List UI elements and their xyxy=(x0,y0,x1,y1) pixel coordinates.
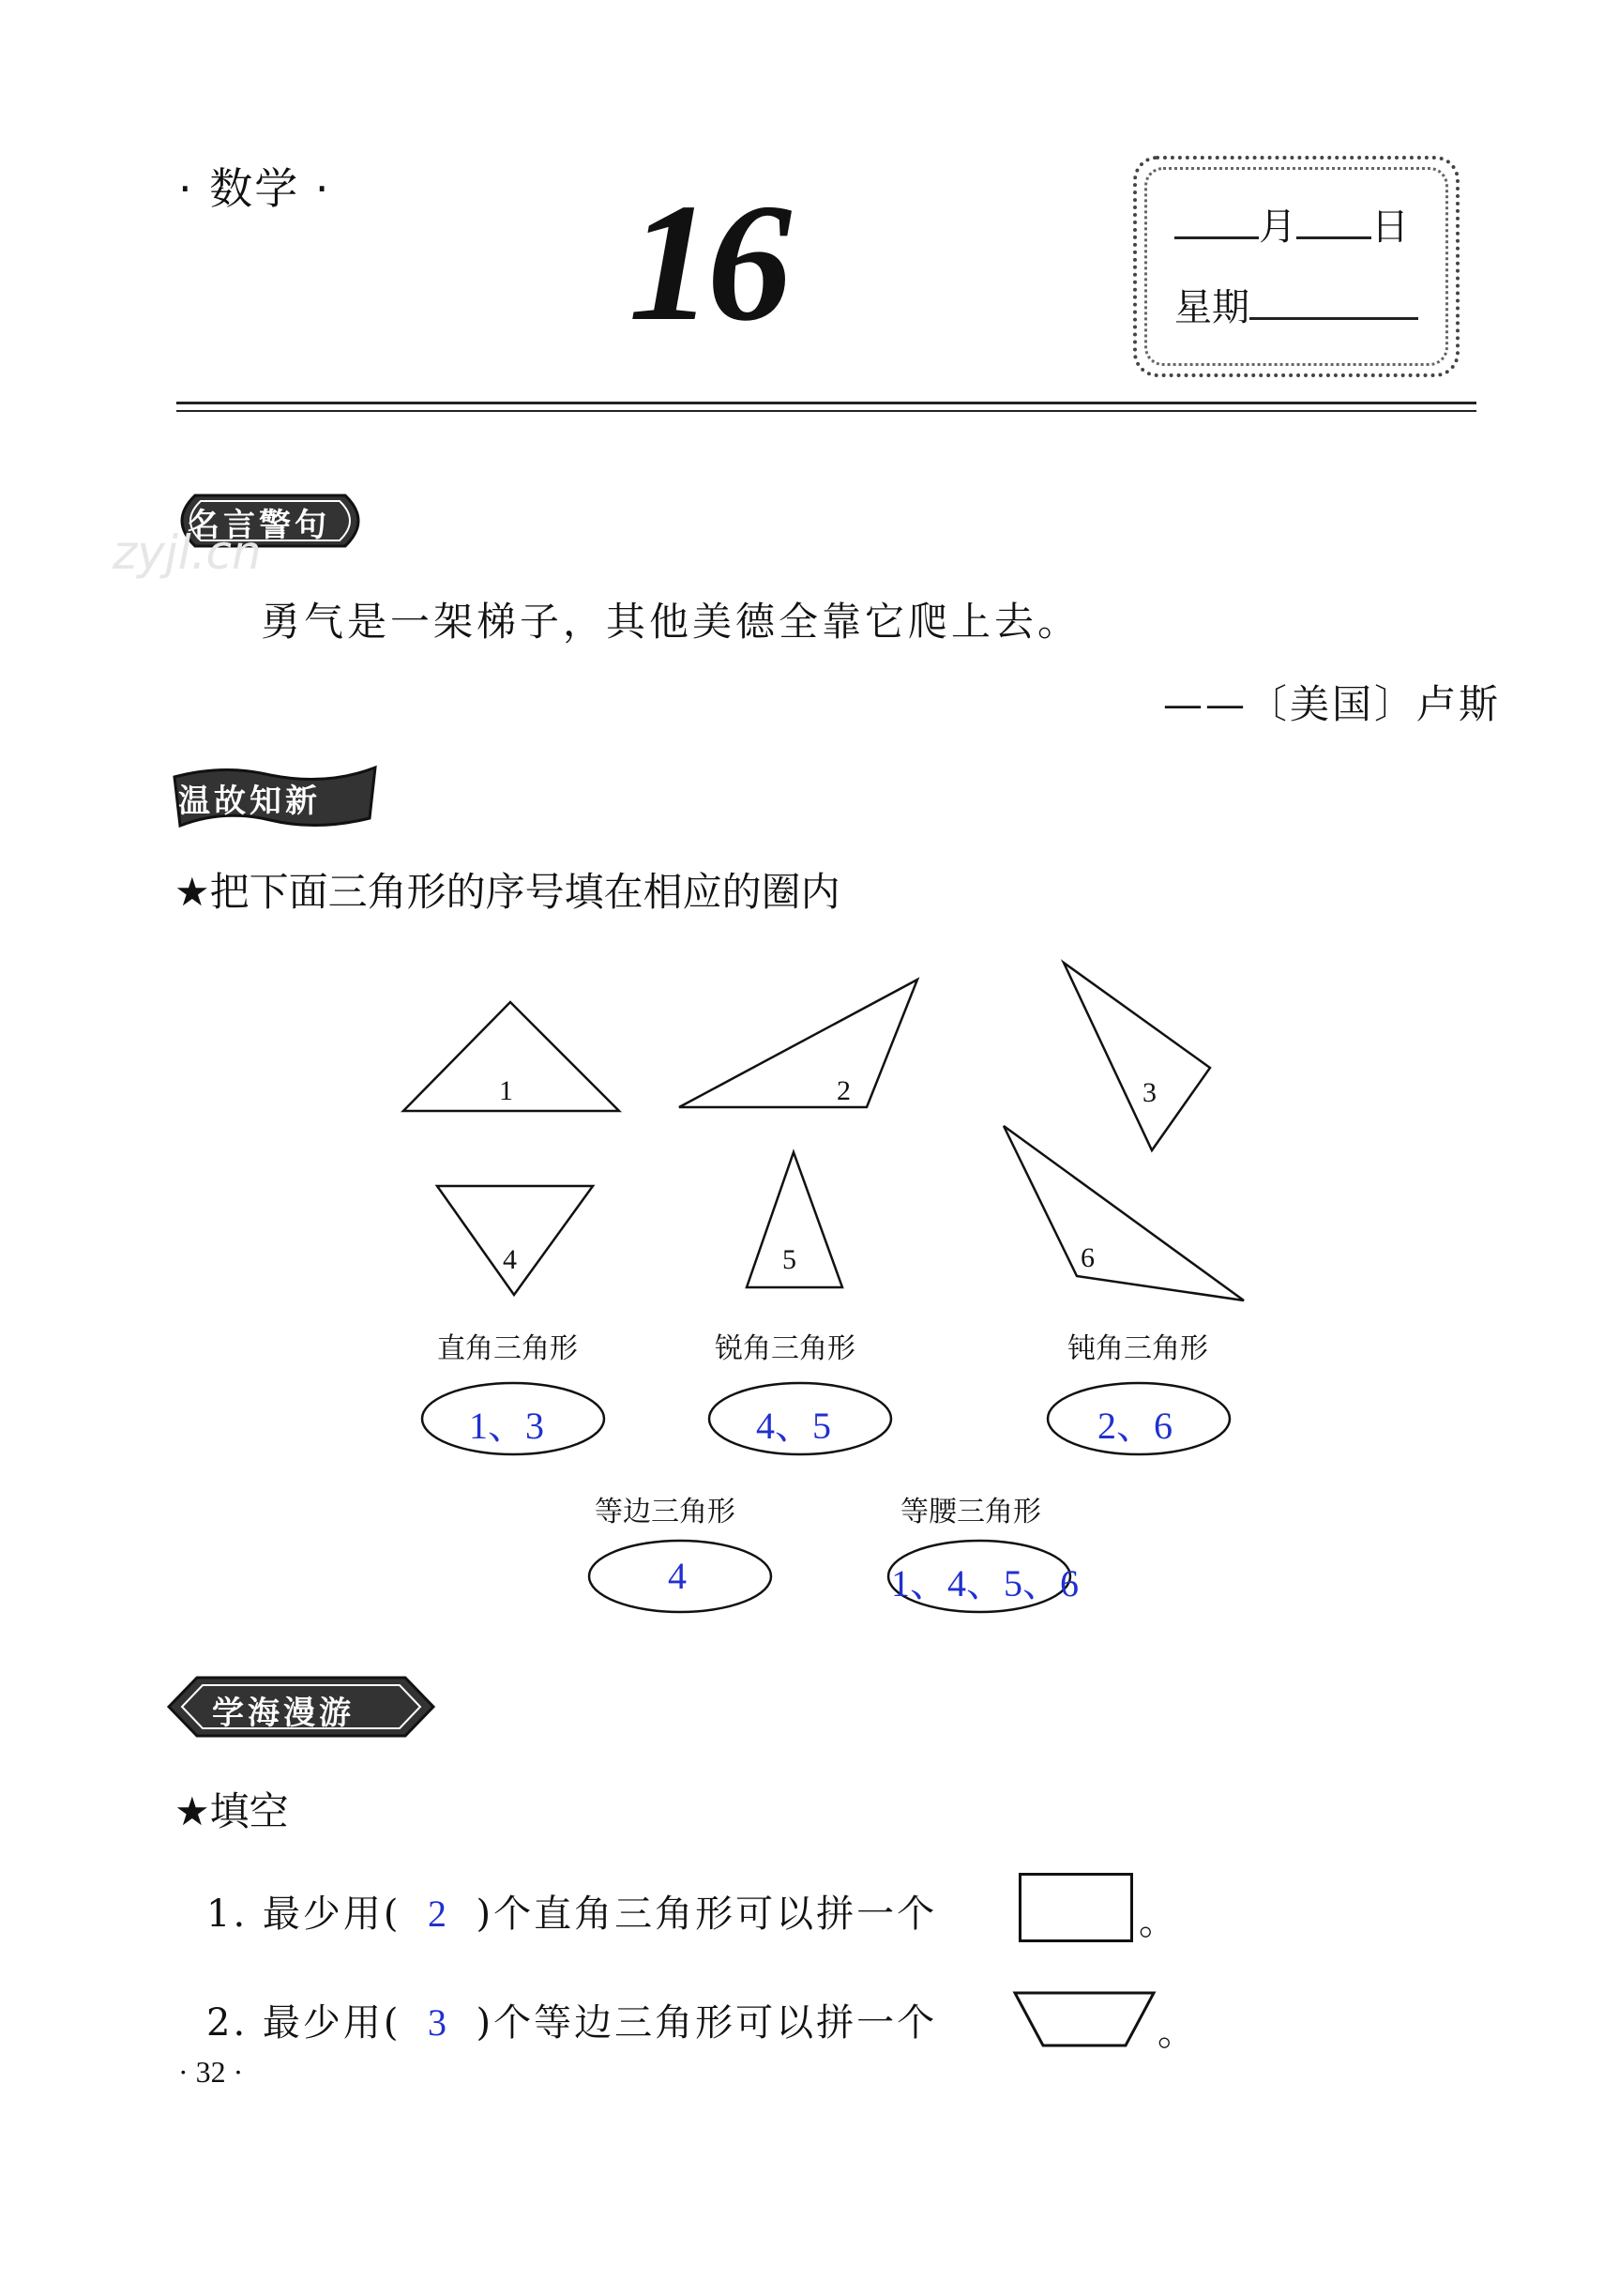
category-label-obtuse: 钝角三角形 xyxy=(1067,1332,1208,1365)
answer-obtuse: 2、6 xyxy=(1097,1405,1173,1447)
triangle-label-3: 3 xyxy=(1142,1077,1157,1108)
fill-item-1-suffix: )个直角三角形可以拼一个 xyxy=(476,1893,938,1936)
answer-right: 1、3 xyxy=(469,1405,544,1447)
triangle-label-2: 2 xyxy=(837,1075,851,1106)
answer-equilateral: 4 xyxy=(668,1555,687,1597)
category-label-isosceles: 等腰三角形 xyxy=(900,1496,1041,1528)
quote-text: 勇气是一架梯子，其他美德全靠它爬上去。 xyxy=(261,599,1082,645)
answer-isosceles: 1、4、5、6 xyxy=(891,1562,1079,1604)
category-label-right: 直角三角形 xyxy=(437,1332,578,1365)
quote-author: ——〔美国〕卢斯 xyxy=(1163,681,1502,727)
watermark: zyjl.cn xyxy=(113,525,262,580)
lesson-number: 16 xyxy=(628,169,786,356)
triangle-2 xyxy=(679,980,917,1107)
page-number: · 32 · xyxy=(178,2055,244,2089)
triangle-label-4: 4 xyxy=(503,1244,517,1275)
fill-item-2-end: 。 xyxy=(1158,2011,1195,2054)
fill-item-2-suffix: )个等边三角形可以拼一个 xyxy=(476,2001,938,2045)
fill-item-2 xyxy=(206,1993,937,2046)
explore-badge-label: 学海漫游 xyxy=(212,1695,355,1732)
fill-item-2-answer: 3 xyxy=(427,2001,449,2044)
month-label: 月 xyxy=(1259,205,1296,249)
triangle-label-6: 6 xyxy=(1081,1242,1095,1273)
weekday-label: 星期 xyxy=(1174,286,1249,329)
task2-title: ★填空 xyxy=(174,1788,289,1834)
task1-title: ★把下面三角形的序号填在相应的圈内 xyxy=(174,869,840,915)
fill-item-1-end: 。 xyxy=(1139,1900,1176,1943)
triangle-label-5: 5 xyxy=(782,1244,796,1275)
triangle-4 xyxy=(437,1186,593,1295)
rectangle-shape xyxy=(1019,1873,1133,1942)
quote-badge-label: 名言警句 xyxy=(188,507,330,544)
day-label: 日 xyxy=(1371,205,1409,249)
trapezoid-shape xyxy=(1009,1987,1159,2053)
category-label-equilateral: 等边三角形 xyxy=(595,1496,735,1528)
fill-item-1-answer: 2 xyxy=(427,1893,449,1935)
subject-label: · 数学 · xyxy=(178,163,331,214)
review-badge-label: 温故知新 xyxy=(178,783,321,820)
triangle-6 xyxy=(1004,1126,1244,1300)
fill-item-2-prefix: 2. 最少用( xyxy=(206,2001,401,2045)
triangle-label-1: 1 xyxy=(499,1075,513,1106)
fill-item-1-prefix: 1. 最少用( xyxy=(206,1893,401,1936)
fill-item-1 xyxy=(206,1884,937,1938)
category-label-acute: 锐角三角形 xyxy=(715,1332,855,1365)
triangle-3 xyxy=(1064,963,1210,1150)
answer-acute: 4、5 xyxy=(756,1405,831,1447)
